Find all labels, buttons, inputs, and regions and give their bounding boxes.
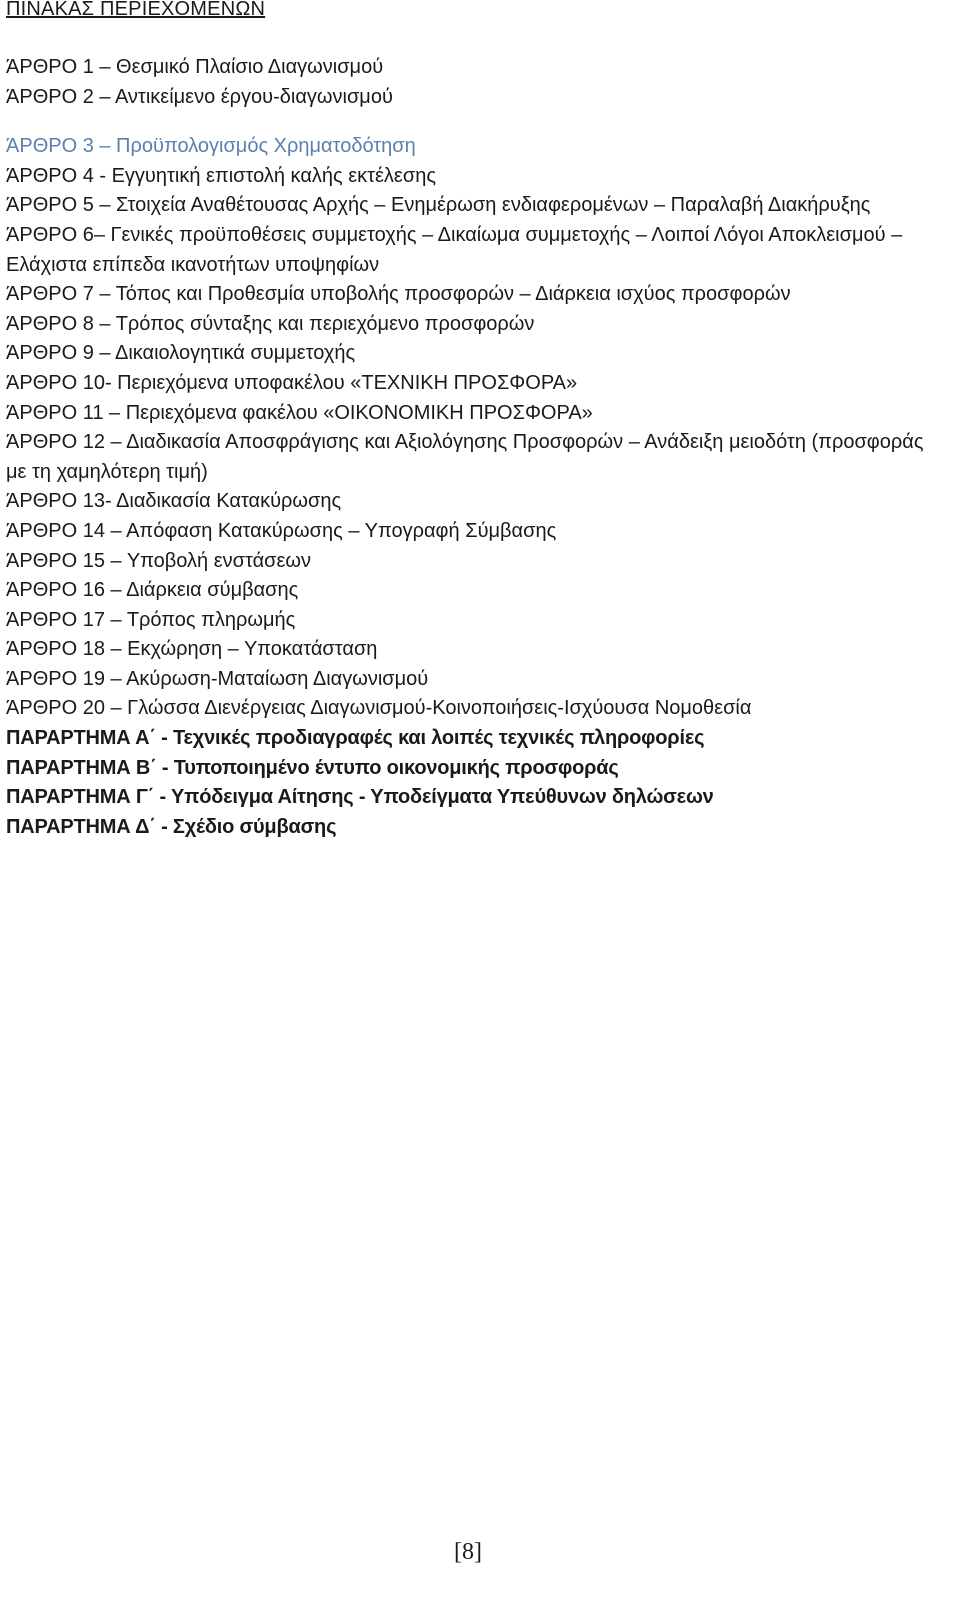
toc-entry-article-1[interactable]: ΆΡΘΡΟ 1 – Θεσμικό Πλαίσιο Διαγωνισμού bbox=[6, 56, 384, 78]
toc-list bbox=[6, 53, 938, 842]
toc-entry-article-14[interactable]: ΆΡΘΡΟ 14 – Απόφαση Κατακύρωσης – Υπογραφή Σύμβασης bbox=[6, 519, 557, 542]
page-number: [8] bbox=[454, 1539, 482, 1565]
toc-entry-article-13[interactable]: ΆΡΘΡΟ 13- Διαδικασία Κατακύρωσης bbox=[6, 490, 342, 513]
toc-entry-article-11[interactable]: ΆΡΘΡΟ 11 – Περιεχόμενα φακέλου «ΟΙΚΟΝΟΜΙΚΗ ΠΡΟΣΦΟΡΑ» bbox=[6, 401, 593, 424]
toc-entry-annex-b[interactable]: ΠΑΡΑΡΤΗΜΑ Β΄ - Τυποποιημένο έντυπο οικονομικής προσφοράς bbox=[6, 756, 619, 779]
toc-entry-annex-d[interactable]: ΠΑΡΑΡΤΗΜΑ Δ΄ - Σχέδιο σύμβασης bbox=[6, 815, 337, 838]
toc-entry-article-17[interactable]: ΆΡΘΡΟ 17 – Τρόπος πληρωμής bbox=[6, 608, 296, 631]
toc-entry-article-20[interactable]: ΆΡΘΡΟ 20 – Γλώσσα Διενέργειας Διαγωνισμού-Κοινοποιήσεις-Ισχύουσα Νομοθεσία bbox=[6, 697, 752, 720]
toc-entry-article-8[interactable]: ΆΡΘΡΟ 8 – Τρόπος σύνταξης και περιεχόμενο προσφορών bbox=[6, 312, 535, 335]
toc-entry-article-2[interactable]: ΆΡΘΡΟ 2 – Αντικείμενο έργου-διαγωνισμού bbox=[6, 85, 393, 108]
toc-entry-article-10[interactable]: ΆΡΘΡΟ 10- Περιεχόμενα υποφακέλου «ΤΕΧΝΙΚΗ ΠΡΟΣΦΟΡΑ» bbox=[6, 371, 578, 394]
toc-entry-article-7[interactable]: ΆΡΘΡΟ 7 – Τόπος και Προθεσμία υποβολής προσφορών – Διάρκεια ισχύος προσφορών bbox=[6, 283, 791, 306]
toc-entry-article-5[interactable]: ΆΡΘΡΟ 5 – Στοιχεία Αναθέτουσας Αρχής – Ενημέρωση ενδιαφερομένων – Παραλαβή Διακήρυξης bbox=[6, 194, 871, 217]
toc-entry-article-19[interactable]: ΆΡΘΡΟ 19 – Ακύρωση-Ματαίωση Διαγωνισμού bbox=[6, 667, 429, 690]
toc-entry-article-4[interactable]: ΆΡΘΡΟ 4 - Εγγυητική επιστολή καλής εκτέλεσης bbox=[6, 164, 436, 187]
toc-entry-article-9[interactable]: ΆΡΘΡΟ 9 – Δικαιολογητικά συμμετοχής bbox=[6, 342, 356, 365]
toc-entry-article-6[interactable]: ΆΡΘΡΟ 6– Γενικές προϋποθέσεις συμμετοχής – Δικαίωμα συμμετοχής – Λοιποί Λόγοι Αποκλεισμού – Ελάχιστα επίπεδα ικανοτήτων υποψηφίων bbox=[6, 223, 903, 276]
toc-entry-article-18[interactable]: ΆΡΘΡΟ 18 – Εκχώρηση – Υποκατάσταση bbox=[6, 638, 378, 661]
toc-entry-annex-c[interactable]: ΠΑΡΑΡΤΗΜΑ Γ΄ - Υπόδειγμα Αίτησης - Υποδείγματα Υπεύθυνων δηλώσεων bbox=[6, 786, 714, 809]
toc-entry-article-15[interactable]: ΆΡΘΡΟ 15 – Υποβολή ενστάσεων bbox=[6, 549, 312, 572]
toc-entry-article-3[interactable]: ΆΡΘΡΟ 3 – Προϋπολογισμός Χρηματοδότηση bbox=[6, 135, 416, 158]
toc-entry-article-12[interactable]: ΆΡΘΡΟ 12 – Διαδικασία Αποσφράγισης και Αξιολόγησης Προσφορών – Ανάδειξη μειοδότη (προσφοράς με τη χαμηλότερη τιμή) bbox=[6, 431, 924, 483]
toc-entry-article-16[interactable]: ΆΡΘΡΟ 16 – Διάρκεια σύμβασης bbox=[6, 579, 299, 602]
toc-heading: ΠΙΝΑΚΑΣ ΠΕΡΙΕΧΟΜΕΝΩΝ bbox=[6, 0, 266, 20]
toc-entry-annex-a[interactable]: ΠΑΡΑΡΤΗΜΑ Α΄ - Τεχνικές προδιαγραφές και λοιπές τεχνικές πληροφορίες bbox=[6, 727, 705, 750]
